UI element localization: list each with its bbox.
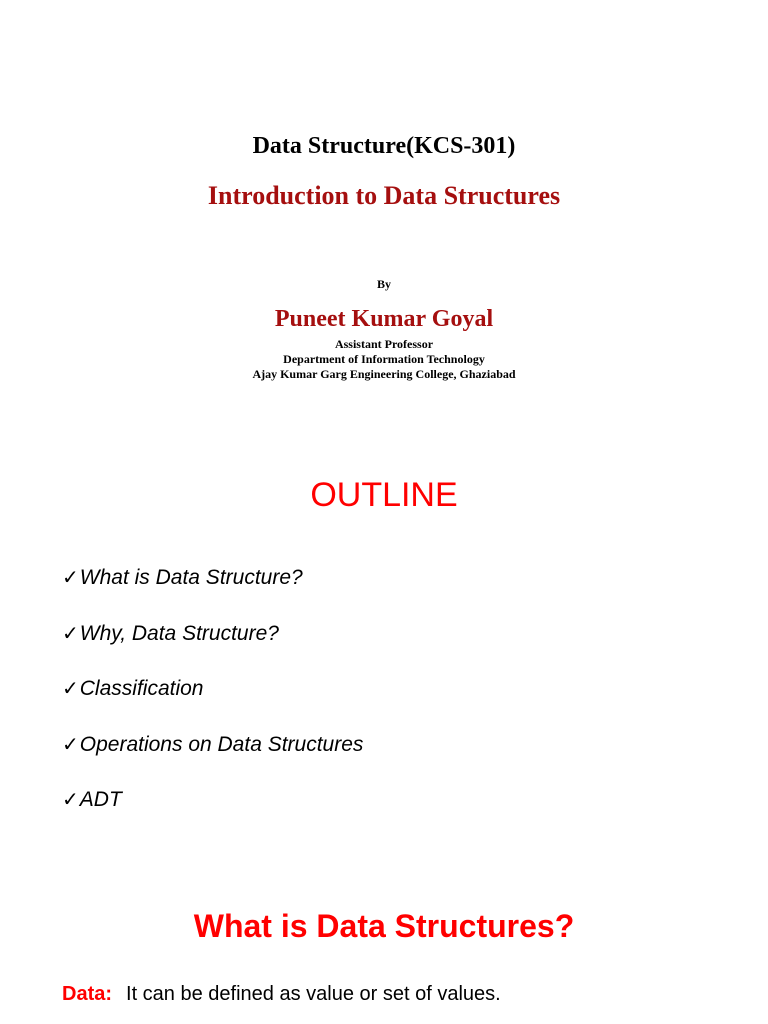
author-name: Puneet Kumar Goyal <box>274 306 494 332</box>
check-icon: ✓ <box>62 678 79 700</box>
course-title: Data Structure(KCS-301) <box>252 133 516 159</box>
section-heading: What is Data Structures? <box>193 908 575 944</box>
definition-line <box>62 983 501 1006</box>
outline-item-label: Why, Data Structure? <box>79 621 279 645</box>
author-department: Department of Information Technology <box>283 352 485 366</box>
author-role: Assistant Professor <box>334 337 434 351</box>
outline-item <box>62 674 363 730</box>
check-icon: ✓ <box>62 567 79 589</box>
check-icon: ✓ <box>62 733 79 756</box>
lecture-title: Introduction to Data Structures <box>207 181 561 210</box>
definition-text: It can be defined as value or set of values. <box>126 983 501 1005</box>
outline-item-label: Classification <box>79 677 204 700</box>
outline-item-label: ADT <box>79 788 122 811</box>
outline-item-label: Operations on Data Structures <box>79 732 364 756</box>
outline-list <box>62 563 363 841</box>
outline-item <box>62 563 363 619</box>
check-icon: ✓ <box>62 789 79 811</box>
by-label: By <box>376 277 391 291</box>
author-college: Ajay Kumar Garg Engineering College, Ghaziabad <box>252 367 516 381</box>
outline-heading: OUTLINE <box>310 476 458 514</box>
outline-item <box>62 730 363 786</box>
check-icon: ✓ <box>62 622 79 645</box>
outline-item-label: What is Data Structure? <box>79 566 303 589</box>
definition-term: Data: <box>62 983 113 1005</box>
outline-item <box>62 785 363 841</box>
outline-item <box>62 619 363 675</box>
